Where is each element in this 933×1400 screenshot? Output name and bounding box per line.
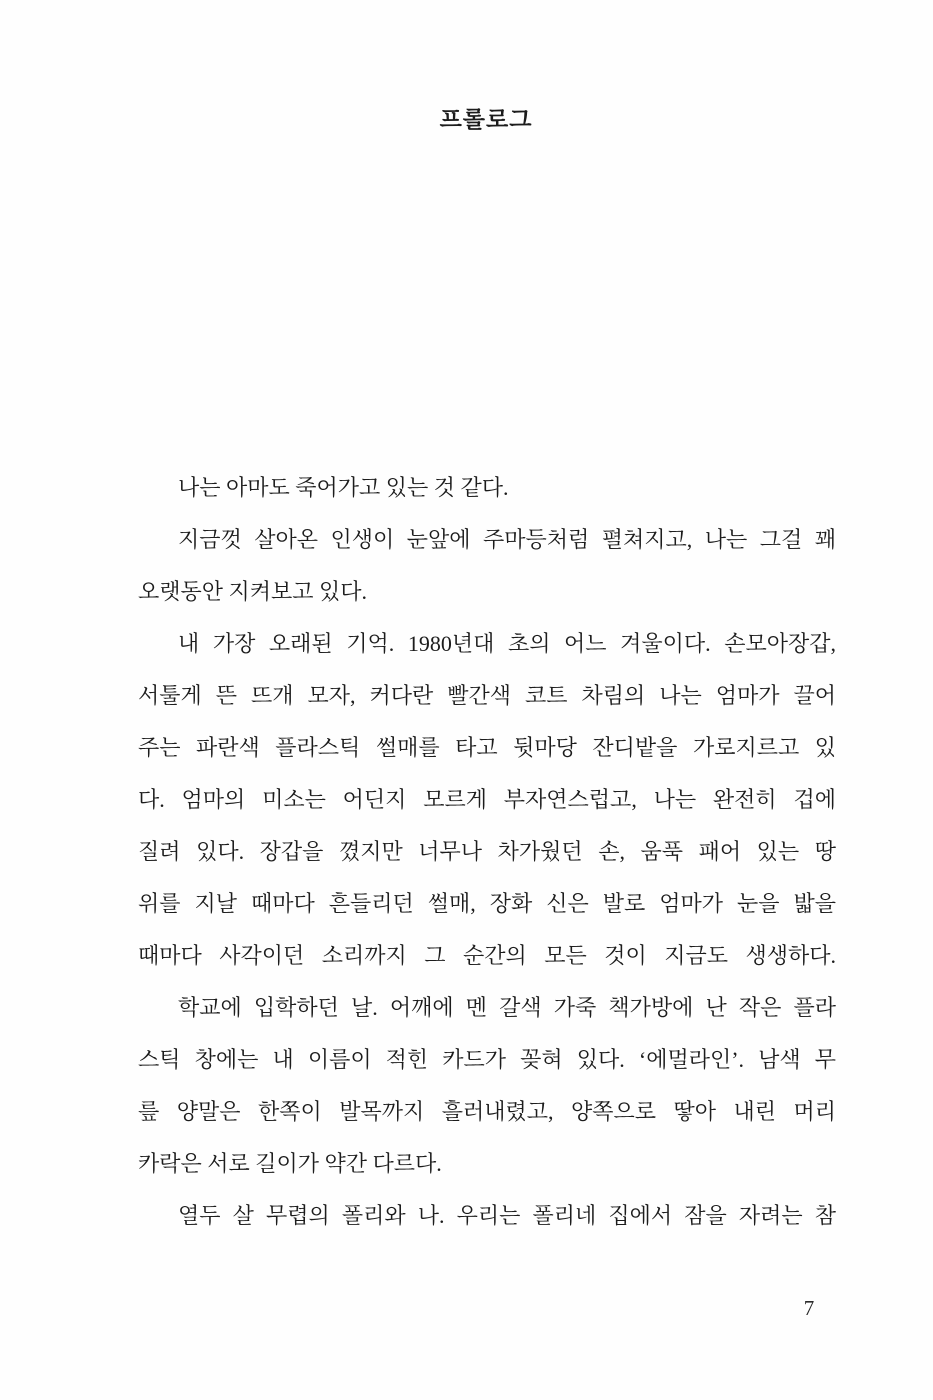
text-line: 다. 엄마의 미소는 어딘지 모르게 부자연스럽고, 나는 완전히 겁에 [138, 787, 836, 812]
text-line: 릎 양말은 한쪽이 발목까지 흘러내렸고, 양쪽으로 땋아 내린 머리 [138, 1099, 836, 1124]
text-line: 나는 아마도 죽어가고 있는 것 같다. [178, 475, 509, 500]
text-line: 때마다 사각이던 소리까지 그 순간의 모든 것이 지금도 생생하다. [138, 943, 836, 968]
text-line: 열두 살 무렵의 폴리와 나. 우리는 폴리네 집에서 잠을 자려는 참 [178, 1203, 836, 1228]
text-line: 질려 있다. 장갑을 꼈지만 너무나 차가웠던 손, 움푹 패어 있는 땅 [138, 839, 836, 864]
text-line: 스틱 창에는 내 이름이 적힌 카드가 꽂혀 있다. ‘에멀라인’. 남색 무 [138, 1047, 836, 1072]
page-number: 7 [803, 1296, 815, 1320]
text-line: 카락은 서로 길이가 약간 다르다. [138, 1151, 442, 1176]
text-line: 서툴게 뜬 뜨개 모자, 커다란 빨간색 코트 차림의 나는 엄마가 끌어 [138, 683, 836, 708]
text-line: 주는 파란색 플라스틱 썰매를 타고 뒷마당 잔디밭을 가로지르고 있 [138, 735, 836, 760]
text-line: 내 가장 오래된 기억. 1980년대 초의 어느 겨울이다. 손모아장갑, [178, 631, 836, 656]
body-text [138, 462, 836, 1242]
text-line: 지금껏 살아온 인생이 눈앞에 주마등처럼 펼쳐지고, 나는 그걸 꽤 [178, 527, 836, 552]
text-line: 위를 지날 때마다 흔들리던 썰매, 장화 신은 발로 엄마가 눈을 밟을 [138, 891, 836, 916]
text-line: 오랫동안 지켜보고 있다. [138, 579, 368, 604]
chapter-title: 프롤로그 [439, 107, 533, 132]
text-line: 학교에 입학하던 날. 어깨에 멘 갈색 가죽 책가방에 난 작은 플라 [178, 995, 836, 1020]
